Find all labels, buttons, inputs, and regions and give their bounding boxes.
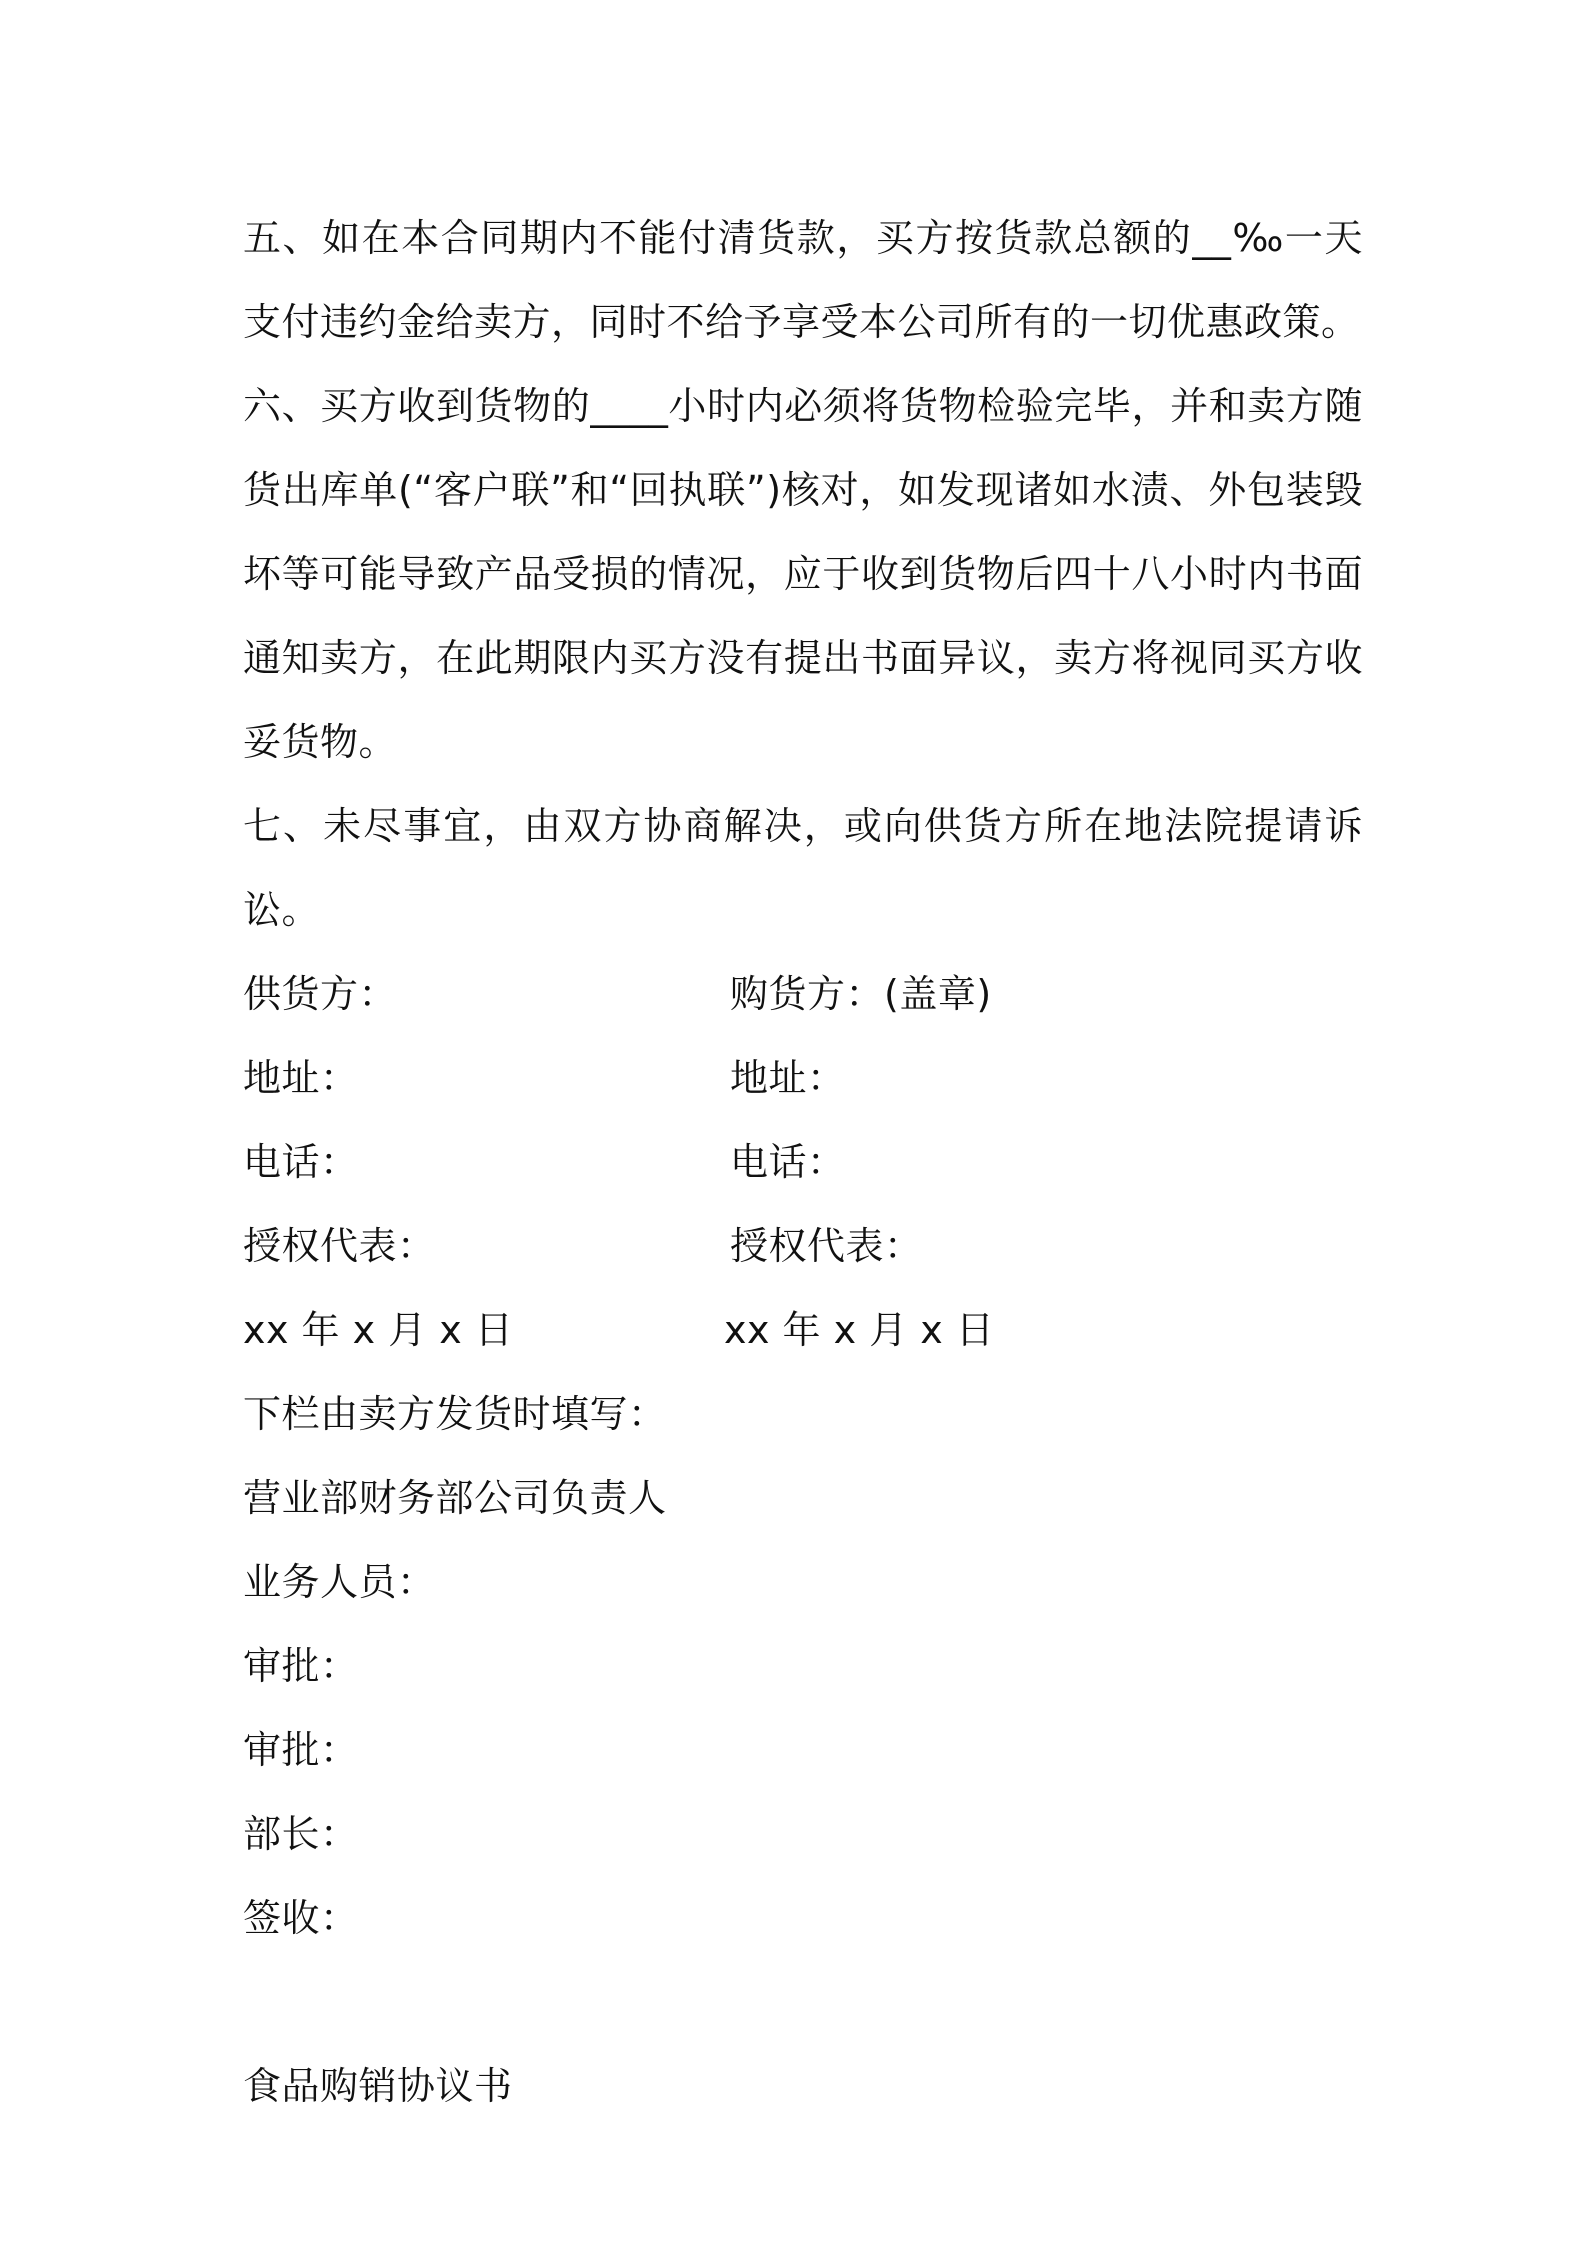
buyer-rep-label: 授权代表： [730, 1224, 923, 1268]
seller-section-heading: 下栏由卖方发货时填写： [243, 1392, 667, 1436]
buyer-phone-label: 电话： [730, 1140, 846, 1184]
buyer-label: 购货方：(盖章) [730, 972, 992, 1016]
signature-address-row [243, 1036, 1363, 1120]
buyer-date: xx 年 x 月 x 日 [724, 1308, 995, 1352]
approve-label-1: 审批： [243, 1644, 359, 1688]
approve-label-2: 审批： [243, 1728, 359, 1772]
supplier-rep-label: 授权代表： [243, 1224, 436, 1268]
next-document-title: 食品购销协议书 [243, 2064, 513, 2108]
receipt-label: 签收： [243, 1896, 359, 1940]
supplier-date: xx 年 x 月 x 日 [243, 1308, 514, 1352]
buyer-address-label: 地址： [730, 1056, 846, 1100]
clause-seven: 七、未尽事宜，由双方协商解决，或向供货方所在地法院提请诉讼。 [243, 804, 1363, 932]
supplier-label: 供货方： [243, 972, 398, 1016]
document-body [243, 196, 1363, 2128]
signature-rep-row [243, 1204, 1363, 1288]
clause-six: 六、买方收到货物的____小时内必须将货物检验完毕，并和卖方随货出库单(“客户联”和“回执联”)核对，如发现诸如水渍、外包装毁坏等可能导致产品受损的情况，应于收到货物后四十八小时内书面通知卖方，在此期限内买方没有提出书面异议，卖方将视同买方收妥货物。 [243, 384, 1363, 764]
signature-party-row [243, 952, 1363, 1036]
minister-label: 部长： [243, 1812, 359, 1856]
clause-five: 五、如在本合同期内不能付清货款，买方按货款总额的__‰一天支付违约金给卖方，同时不给予享受本公司所有的一切优惠政策。 [243, 216, 1363, 344]
staff-label: 业务人员： [243, 1560, 436, 1604]
spacer [243, 1960, 1363, 2044]
supplier-phone-label: 电话： [243, 1140, 359, 1184]
supplier-address-label: 地址： [243, 1056, 359, 1100]
signature-date-row [243, 1288, 1363, 1372]
seller-departments: 营业部财务部公司负责人 [243, 1476, 667, 1520]
signature-phone-row [243, 1120, 1363, 1204]
